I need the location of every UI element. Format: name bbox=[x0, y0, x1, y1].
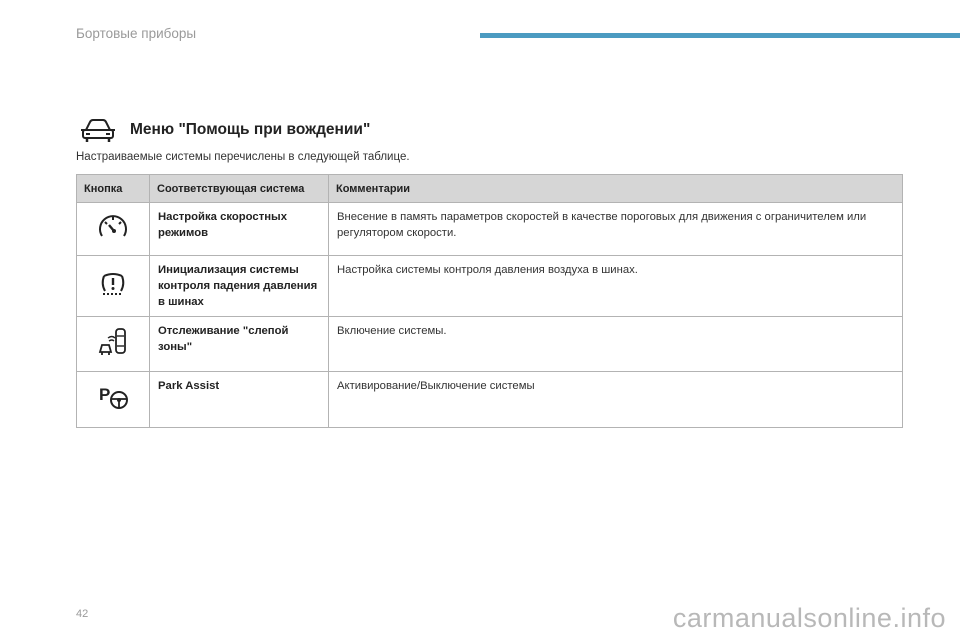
blind-spot-icon bbox=[97, 326, 129, 358]
system-name: Отслеживание "слепой зоны" bbox=[150, 317, 329, 372]
system-name: Инициализация системы контроля падения давления в шинах bbox=[150, 256, 329, 317]
tire-pressure-icon bbox=[97, 270, 129, 298]
svg-text:P: P bbox=[99, 385, 111, 404]
table-row bbox=[77, 317, 903, 372]
system-comment: Активирование/Выключение системы bbox=[329, 372, 903, 428]
table-row bbox=[77, 203, 903, 256]
column-header-comments: Комментарии bbox=[329, 175, 903, 203]
button-cell bbox=[77, 372, 150, 428]
page-header-title: Бортовые приборы bbox=[76, 26, 197, 41]
page-number: 42 bbox=[76, 608, 89, 620]
button-cell bbox=[77, 317, 150, 372]
system-name: Park Assist bbox=[150, 372, 329, 428]
column-header-button: Кнопка bbox=[77, 175, 150, 203]
system-comment: Включение системы. bbox=[329, 317, 903, 372]
table-row bbox=[77, 256, 903, 317]
column-header-system: Соответствующая система bbox=[150, 175, 329, 203]
speedometer-icon bbox=[97, 213, 129, 241]
systems-table bbox=[76, 174, 903, 428]
car-assist-icon bbox=[80, 118, 116, 144]
section-intro: Настраиваемые системы перечислены в следующей таблице. bbox=[76, 151, 410, 163]
system-comment: Настройка системы контроля давления воздуха в шинах. bbox=[329, 256, 903, 317]
table-row bbox=[77, 372, 903, 428]
header-accent-bar bbox=[480, 33, 960, 38]
system-comment: Внесение в память параметров скоростей в качестве пороговых для движения с ограничителем или регулятором скорости. bbox=[329, 203, 903, 256]
button-cell bbox=[77, 203, 150, 256]
section-title: Меню "Помощь при вождении" bbox=[130, 121, 371, 138]
table-header-row bbox=[77, 175, 903, 203]
watermark-text: carmanualsonline.info bbox=[672, 603, 946, 633]
button-cell bbox=[77, 256, 150, 317]
system-name: Настройка скоростных режимов bbox=[150, 203, 329, 256]
park-assist-icon bbox=[97, 383, 129, 411]
